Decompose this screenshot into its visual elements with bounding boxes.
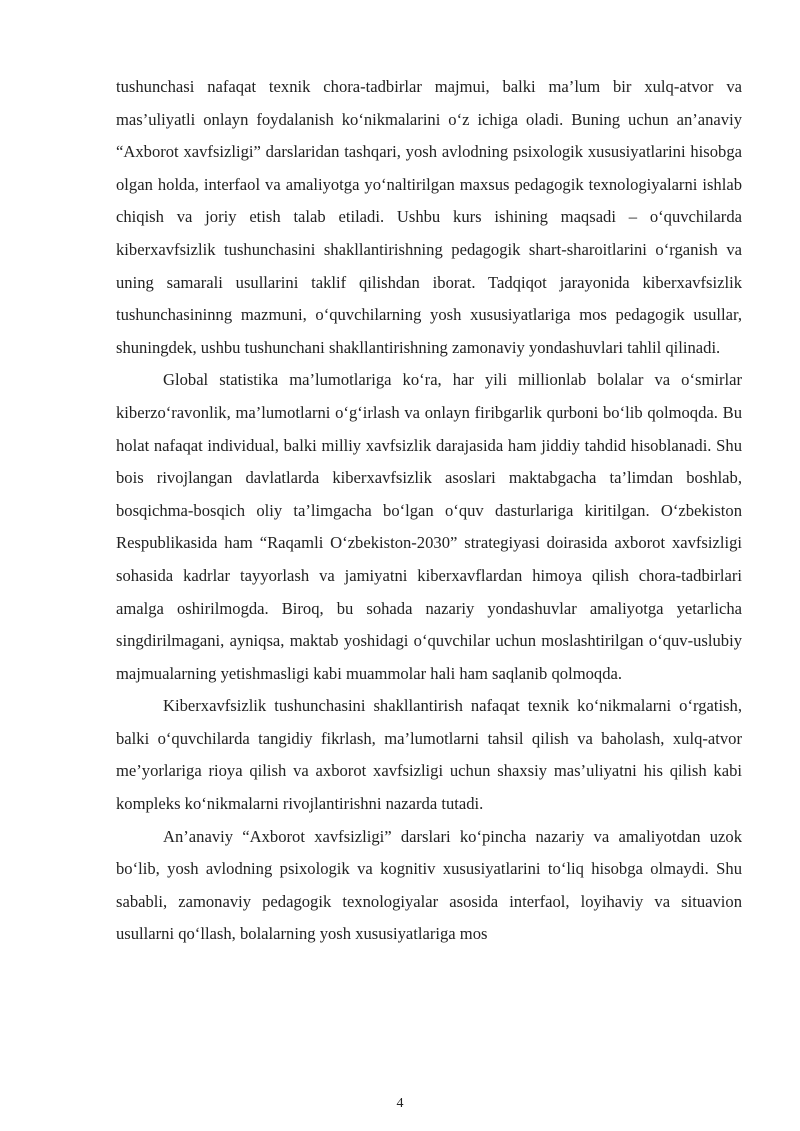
body-text [116, 71, 742, 951]
paragraph-3: Kiberxavfsizlik tushunchasini shakllantirish nafaqat texnik ko‘nikmalarni o‘rgatish, balki o‘quvchilarda tangidiy fikrlash, ma’lumotlarni tahsil qilish va baholash, xulq-atvor me’yorlariga rioya qilish va axborot xavfsizligi uchun shaxsiy mas’uliyatni his qilish kabi kompleks ko‘nikmalarni rivojlantirishni nazarda tutadi. [116, 696, 742, 814]
paragraph-1: tushunchasi nafaqat texnik chora-tadbirlar majmui, balki ma’lum bir xulq-atvor va mas’uliyatli onlayn foydalanish ko‘nikmalarini o‘z ichiga oladi. Buning uchun an’anaviy “Axborot xavfsizligi” darslaridan tashqari, yosh avlodning psixologik xususiyatlarini hisobga olgan holda, interfaol va amaliyotga yo‘naltirilgan maxsus pedagogik texnologiyalarni ishlab chiqish va joriy etish talab etiladi. Ushbu kurs ishining maqsadi – o‘quvchilarda kiberxavfsizlik tushunchasini shakllantirishning pedagogik shart-sharoitlarini o‘rganish va uning samarali usullarini taklif qilishdan iborat. Tadqiqot jarayonida kiberxavfsizlik tushunchasininng mazmuni, o‘quvchilarning yosh xususiyatlariga mos pedagogik usullar, shuningdek, ushbu tushunchani shakllantirishning zamonaviy yondashuvlari tahlil qilinadi. [116, 77, 742, 357]
paragraph-4: An’anaviy “Axborot xavfsizligi” darslari ko‘pincha nazariy va amaliyotdan uzok bo‘lib, yosh avlodning psixologik va kognitiv xususiyatlarini to‘liq hisobga olmaydi. Shu sababli, zamonaviy pedagogik texnologiyalar asosida interfaol, loyihaviy va situavion usullarni qo‘llash, bolalarning yosh xususiyatlariga mos [116, 826, 742, 944]
page-number: 4 [396, 1096, 404, 1111]
paragraph-2: Global statistika ma’lumotlariga ko‘ra, har yili millionlab bolalar va o‘smirlar kiberzo‘ravonlik, ma’lumotlarni o‘g‘irlash va onlayn firibgarlik qurboni bo‘lib qolmoqda. Bu holat nafaqat individual, balki milliy xavfsizlik darajasida ham jiddiy tahdid hisoblanadi. Shu bois rivojlangan davlatlarda kiberxavfsizlik asoslari maktabgacha ta’limdan boshlab, bosqichma-bosqich oliy ta’limgacha bo‘lgan o‘quv dasturlariga kiritilgan. O‘zbekiston Respublikasida ham “Raqamli O‘zbekiston-2030” strategiyasi doirasida axborot xavfsizligi sohasida kadrlar tayyorlash va jamiyatni kiberxavflardan himoya qilish chora-tadbirlari amalga oshirilmogda. Biroq, bu sohada nazariy yondashuvlar amaliyotga yetarlicha singdirilmagani, ayniqsa, maktab yoshidagi o‘quvchilar uchun moslashtirilgan o‘quv-uslubiy majmualarning yetishmasligi kabi muammolar hali ham saqlanib qolmoqda. [116, 370, 742, 683]
